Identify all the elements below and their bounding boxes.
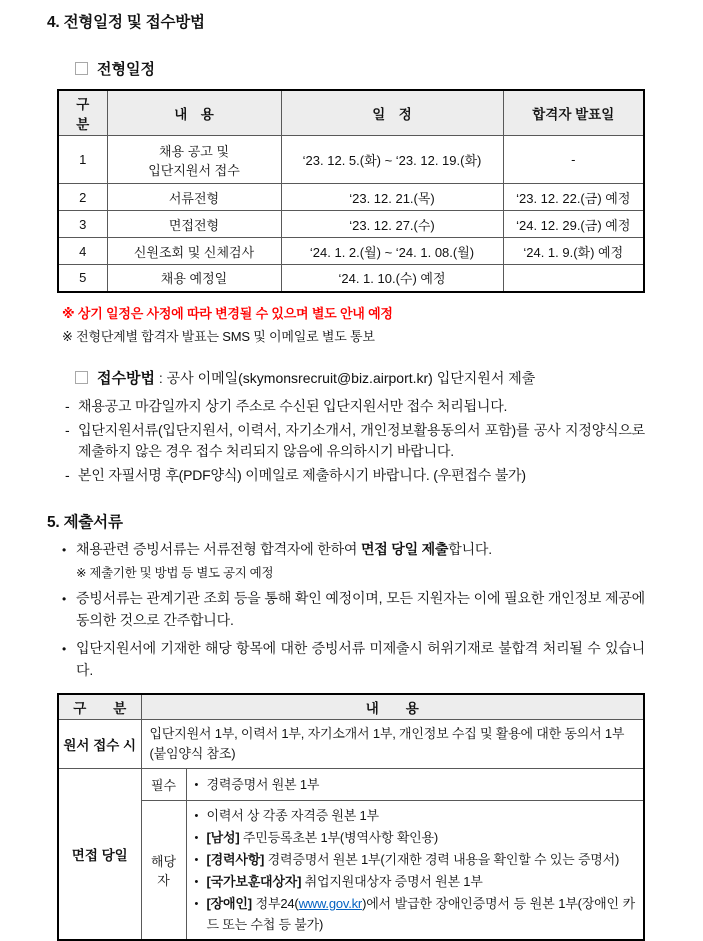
- checkbox-square-icon: [75, 62, 88, 75]
- submit-bullet-2: [62, 587, 645, 631]
- cell-announce: ‘23. 12. 22.(금) 예정: [503, 184, 644, 211]
- schedule-table-header-row: [58, 90, 644, 136]
- bullet-marker: •: [195, 893, 207, 935]
- cell-required-label: 필수: [141, 769, 186, 801]
- item-tag: [국가보훈대상자]: [207, 874, 302, 889]
- applicable-item-5: [195, 893, 636, 935]
- documents-table-header-row: [58, 694, 644, 720]
- cell-content: 신원조회 및 신체검사: [107, 238, 281, 265]
- section-5-title: 5. 제출서류: [47, 510, 645, 532]
- cell-announce: [503, 265, 644, 292]
- applicable-item-4: [195, 871, 636, 893]
- dash-marker: -: [65, 465, 78, 486]
- bullet-marker: •: [62, 587, 76, 631]
- applicable-item-text: [207, 827, 636, 849]
- cell-applicable-label: 해당자: [141, 801, 186, 941]
- table-row-required: [58, 769, 644, 801]
- cell-schedule: ‘23. 12. 21.(목): [281, 184, 503, 211]
- cell-announce: -: [503, 136, 644, 184]
- apply-item-2: [65, 420, 645, 462]
- table-row: [58, 136, 644, 184]
- cell-no: 3: [58, 211, 107, 238]
- submit-bullet-3-text: 입단지원서에 기재한 해당 항목에 대한 증빙서류 미제출시 허위기재로 불합격 처리될 수 있습니다.: [76, 637, 645, 681]
- dash-marker: -: [65, 396, 78, 417]
- cell-content: 면접전형: [107, 211, 281, 238]
- cell-content: 서류전형: [107, 184, 281, 211]
- header-category: 구 분: [58, 90, 107, 136]
- dash-marker: -: [65, 420, 78, 462]
- apply-method-label: 접수방법: [97, 370, 155, 387]
- item-tag: [장애인]: [207, 896, 252, 911]
- item-tag: [경력사항]: [207, 852, 265, 867]
- checkbox-square-icon: [75, 371, 88, 384]
- apply-item-text: 채용공고 마감일까지 상기 주소로 수신된 입단지원서만 접수 처리됩니다.: [78, 396, 645, 417]
- table-row-applicable: [58, 801, 644, 941]
- table-row: [58, 184, 644, 211]
- bullet-1-post: 합니다.: [448, 541, 492, 557]
- cell-content: [107, 136, 281, 184]
- schedule-heading: [75, 58, 645, 79]
- applicable-item-2: [195, 827, 636, 849]
- cell-announce: ‘24. 1. 9.(화) 예정: [503, 238, 644, 265]
- submit-deadline-note: ※ 제출기한 및 방법 등 별도 공지 예정: [76, 563, 645, 581]
- gov24-link[interactable]: www.gov.kr: [299, 896, 363, 911]
- header-content: 내 용: [107, 90, 281, 136]
- cell-content-line2: 입단지원서 접수: [112, 160, 277, 179]
- note-schedule-change: ※ 상기 일정은 사정에 따라 변경될 수 있으며 별도 안내 예정: [62, 303, 645, 322]
- required-item-text: 경력증명서 원본 1부: [207, 774, 636, 796]
- cell-schedule: ‘24. 1. 10.(수) 예정: [281, 265, 503, 292]
- bullet-1-pre: 채용관련 증빙서류는 서류전형 합격자에 한하여: [76, 541, 361, 557]
- cell-no: 1: [58, 136, 107, 184]
- apply-item-3: [65, 465, 645, 486]
- applicable-item-text: [207, 871, 636, 893]
- applicable-item-3: [195, 849, 636, 871]
- cell-interview-label: 면접 당일: [58, 769, 141, 941]
- cell-announce: ‘24. 12. 29.(금) 예정: [503, 211, 644, 238]
- apply-item-text: 본인 자필서명 후(PDF양식) 이메일로 제출하시기 바랍니다. (우편접수 불가): [78, 465, 645, 486]
- header-category: 구 분: [58, 694, 141, 720]
- bullet-marker: •: [195, 774, 207, 796]
- receipt-content-line1: 입단지원서 1부, 이력서 1부, 자기소개서 1부, 개인정보 수집 및 활용에 대한 동의서 1부: [150, 724, 636, 744]
- header-content: 내 용: [141, 694, 644, 720]
- cell-content: 채용 예정일: [107, 265, 281, 292]
- apply-item-1: [65, 396, 645, 417]
- bullet-marker: •: [195, 805, 207, 827]
- table-row: [58, 238, 644, 265]
- bullet-marker: •: [195, 827, 207, 849]
- bullet-marker: •: [62, 637, 76, 681]
- schedule-table: [57, 89, 645, 293]
- bullet-marker: •: [195, 849, 207, 871]
- bullet-marker: •: [62, 538, 76, 561]
- cell-schedule: ‘23. 12. 27.(수): [281, 211, 503, 238]
- apply-method-heading: [75, 367, 645, 388]
- applicable-item-1: [195, 805, 636, 827]
- cell-schedule: ‘23. 12. 5.(화) ~ ‘23. 12. 19.(화): [281, 136, 503, 184]
- section-4-title: 4. 전형일정 및 접수방법: [47, 10, 645, 32]
- apply-method-rest: : 공사 이메일(skymonsrecruit@biz.airport.kr) 입단지원서 제출: [155, 370, 535, 386]
- cell-required-content: [186, 769, 644, 801]
- item-text: 취업지원대상자 증명서 원본 1부: [301, 874, 482, 889]
- receipt-content-line2: (붙임양식 참조): [150, 744, 636, 764]
- header-schedule: 일 정: [281, 90, 503, 136]
- bullet-1-bold: 면접 당일 제출: [361, 541, 448, 557]
- cell-schedule: ‘24. 1. 2.(월) ~ ‘24. 1. 08.(월): [281, 238, 503, 265]
- schedule-heading-label: 전형일정: [97, 58, 155, 79]
- applicable-item-text: [207, 849, 636, 871]
- item-tag: [남성]: [207, 830, 240, 845]
- table-row-receipt: [58, 720, 644, 769]
- header-announce-date: 합격자 발표일: [503, 90, 644, 136]
- cell-applicable-content: [186, 801, 644, 941]
- cell-receipt-content: [141, 720, 644, 769]
- bullet-marker: •: [195, 871, 207, 893]
- cell-content-line1: 채용 공고 및: [112, 141, 277, 160]
- cell-receipt-label: 원서 접수 시: [58, 720, 141, 769]
- note-announce-method: ※ 전형단계별 합격자 발표는 SMS 및 이메일로 별도 통보: [62, 326, 645, 345]
- submit-bullet-1-text: [76, 538, 645, 561]
- documents-table: [57, 693, 645, 941]
- cell-no: 4: [58, 238, 107, 265]
- cell-no: 2: [58, 184, 107, 211]
- required-item: [195, 774, 636, 796]
- submit-bullet-3: [62, 637, 645, 681]
- cell-no: 5: [58, 265, 107, 292]
- applicable-item-text: [207, 893, 636, 935]
- item-text-pre: 정부24(: [252, 896, 299, 911]
- table-row: [58, 211, 644, 238]
- item-text-post: )에서 발급한 장애인증명서 등 원본 1부(장애인 카드 또는 수첩 등 불가): [207, 896, 636, 932]
- submit-bullet-1: [62, 538, 645, 561]
- apply-method-text: [97, 367, 535, 388]
- applicable-item-text: 이력서 상 각종 자격증 원본 1부: [207, 805, 636, 827]
- table-row: [58, 265, 644, 292]
- submit-bullet-2-text: 증빙서류는 관계기관 조회 등을 통해 확인 예정이며, 모든 지원자는 이에 필요한 개인정보 제공에 동의한 것으로 간주합니다.: [76, 587, 645, 631]
- apply-item-text: 입단지원서류(입단지원서, 이력서, 자기소개서, 개인정보활용동의서 포함)를 공사 지정양식으로 제출하지 않은 경우 접수 처리되지 않음에 유의하시기 바랍니다.: [78, 420, 645, 462]
- item-text: 주민등록초본 1부(병역사항 확인용): [239, 830, 438, 845]
- item-text: 경력증명서 원본 1부(기재한 경력 내용을 확인할 수 있는 증명서): [264, 852, 619, 867]
